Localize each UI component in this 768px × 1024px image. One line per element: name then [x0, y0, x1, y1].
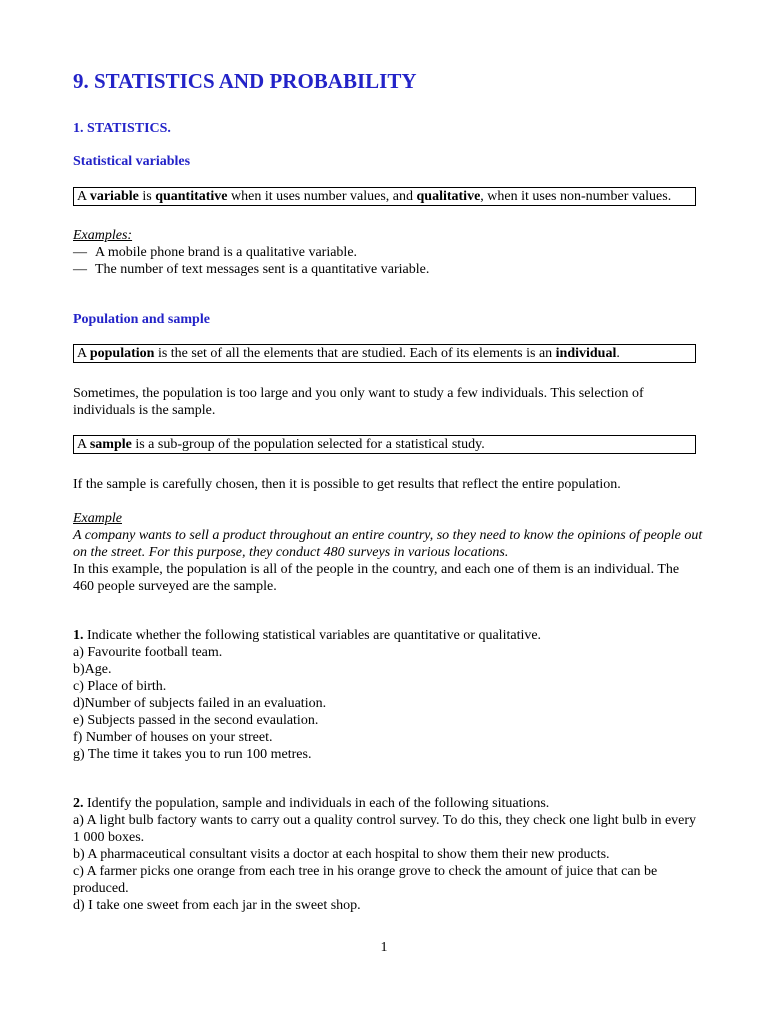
term-sample: sample: [89, 437, 132, 452]
text: Indicate whether the following statistical variables are quantitative or qualitative.: [83, 628, 542, 643]
text: A: [77, 437, 90, 452]
exercise-number: 2.: [73, 796, 84, 811]
term-individual: individual: [555, 346, 617, 361]
definition-box-sample: [73, 435, 696, 454]
list-item: a) Favourite football team.: [73, 645, 223, 660]
page-title: 9. STATISTICS AND PROBABILITY: [73, 69, 417, 93]
paragraph-sample-intro: Sometimes, the population is too large and you only want to study a few individuals. This selection of individuals is the sample.: [73, 386, 644, 418]
text: Identify the population, sample and individuals in each of the following situations.: [83, 796, 550, 811]
text: is a sub-group of the population selected for a statistical study.: [131, 437, 485, 452]
list-item: a) A light bulb factory wants to carry out a quality control survey. To do this, they check one light bulb in every 1 000 boxes.: [73, 813, 697, 845]
text: A: [77, 189, 90, 204]
section-heading: 1. STATISTICS.: [73, 121, 171, 136]
term-variable: variable: [89, 189, 139, 204]
text: A: [77, 346, 90, 361]
example-scenario: A company wants to sell a product throughout an entire country, so they need to know the opinions of people out on the street. For this purpose, they conduct 480 surveys in various locations.: [73, 528, 703, 560]
paragraph-chosen: If the sample is carefully chosen, then it is possible to get results that reflect the entire population.: [73, 477, 621, 492]
list-item: — A mobile phone brand is a qualitative variable.: [73, 244, 703, 261]
list-item: d) I take one sweet from each jar in the sweet shop.: [73, 898, 361, 913]
list-item: — The number of text messages sent is a quantitative variable.: [73, 261, 703, 278]
list-item: e) Subjects passed in the second evaulation.: [73, 713, 319, 728]
examples-block: [73, 227, 703, 278]
list-item: g) The time it takes you to run 100 metres.: [73, 747, 312, 762]
examples-label: Examples:: [73, 228, 133, 243]
exercise-1-prompt: [73, 627, 703, 644]
example-label: Example: [73, 511, 122, 526]
list-item: b) A pharmaceutical consultant visits a doctor at each hospital to show them their new products.: [73, 847, 610, 862]
definition-box-population: [73, 344, 696, 363]
page-number: 1: [380, 940, 388, 955]
example-explanation: In this example, the population is all of the people in the country, and each one of them is an individual. The 460 people surveyed are the sample.: [73, 562, 680, 594]
definition-box-variable: [73, 187, 696, 206]
text: when it uses number values, and: [227, 189, 417, 204]
exercise-2: [73, 795, 703, 914]
exercise-2-prompt: [73, 795, 703, 812]
term-quantitative: quantitative: [155, 189, 228, 204]
text: .: [616, 346, 620, 361]
example-block: [73, 510, 703, 595]
term-population: population: [89, 346, 155, 361]
list-item: b)Age.: [73, 662, 112, 677]
text: is the set of all the elements that are studied. Each of its elements is an: [154, 346, 556, 361]
exercise-number: 1.: [73, 628, 84, 643]
text: , when it uses non-number values.: [480, 189, 672, 204]
list-item: d)Number of subjects failed in an evaluation.: [73, 696, 327, 711]
subheading-statistical-variables: Statistical variables: [73, 154, 191, 169]
list-item: f) Number of houses on your street.: [73, 730, 273, 745]
list-item: c) A farmer picks one orange from each tree in his orange grove to check the amount of juice that can be produced.: [73, 864, 658, 896]
term-qualitative: qualitative: [416, 189, 481, 204]
subheading-population-sample: Population and sample: [73, 312, 210, 327]
list-item: c) Place of birth.: [73, 679, 167, 694]
text: is: [138, 189, 156, 204]
exercise-1: [73, 627, 703, 763]
